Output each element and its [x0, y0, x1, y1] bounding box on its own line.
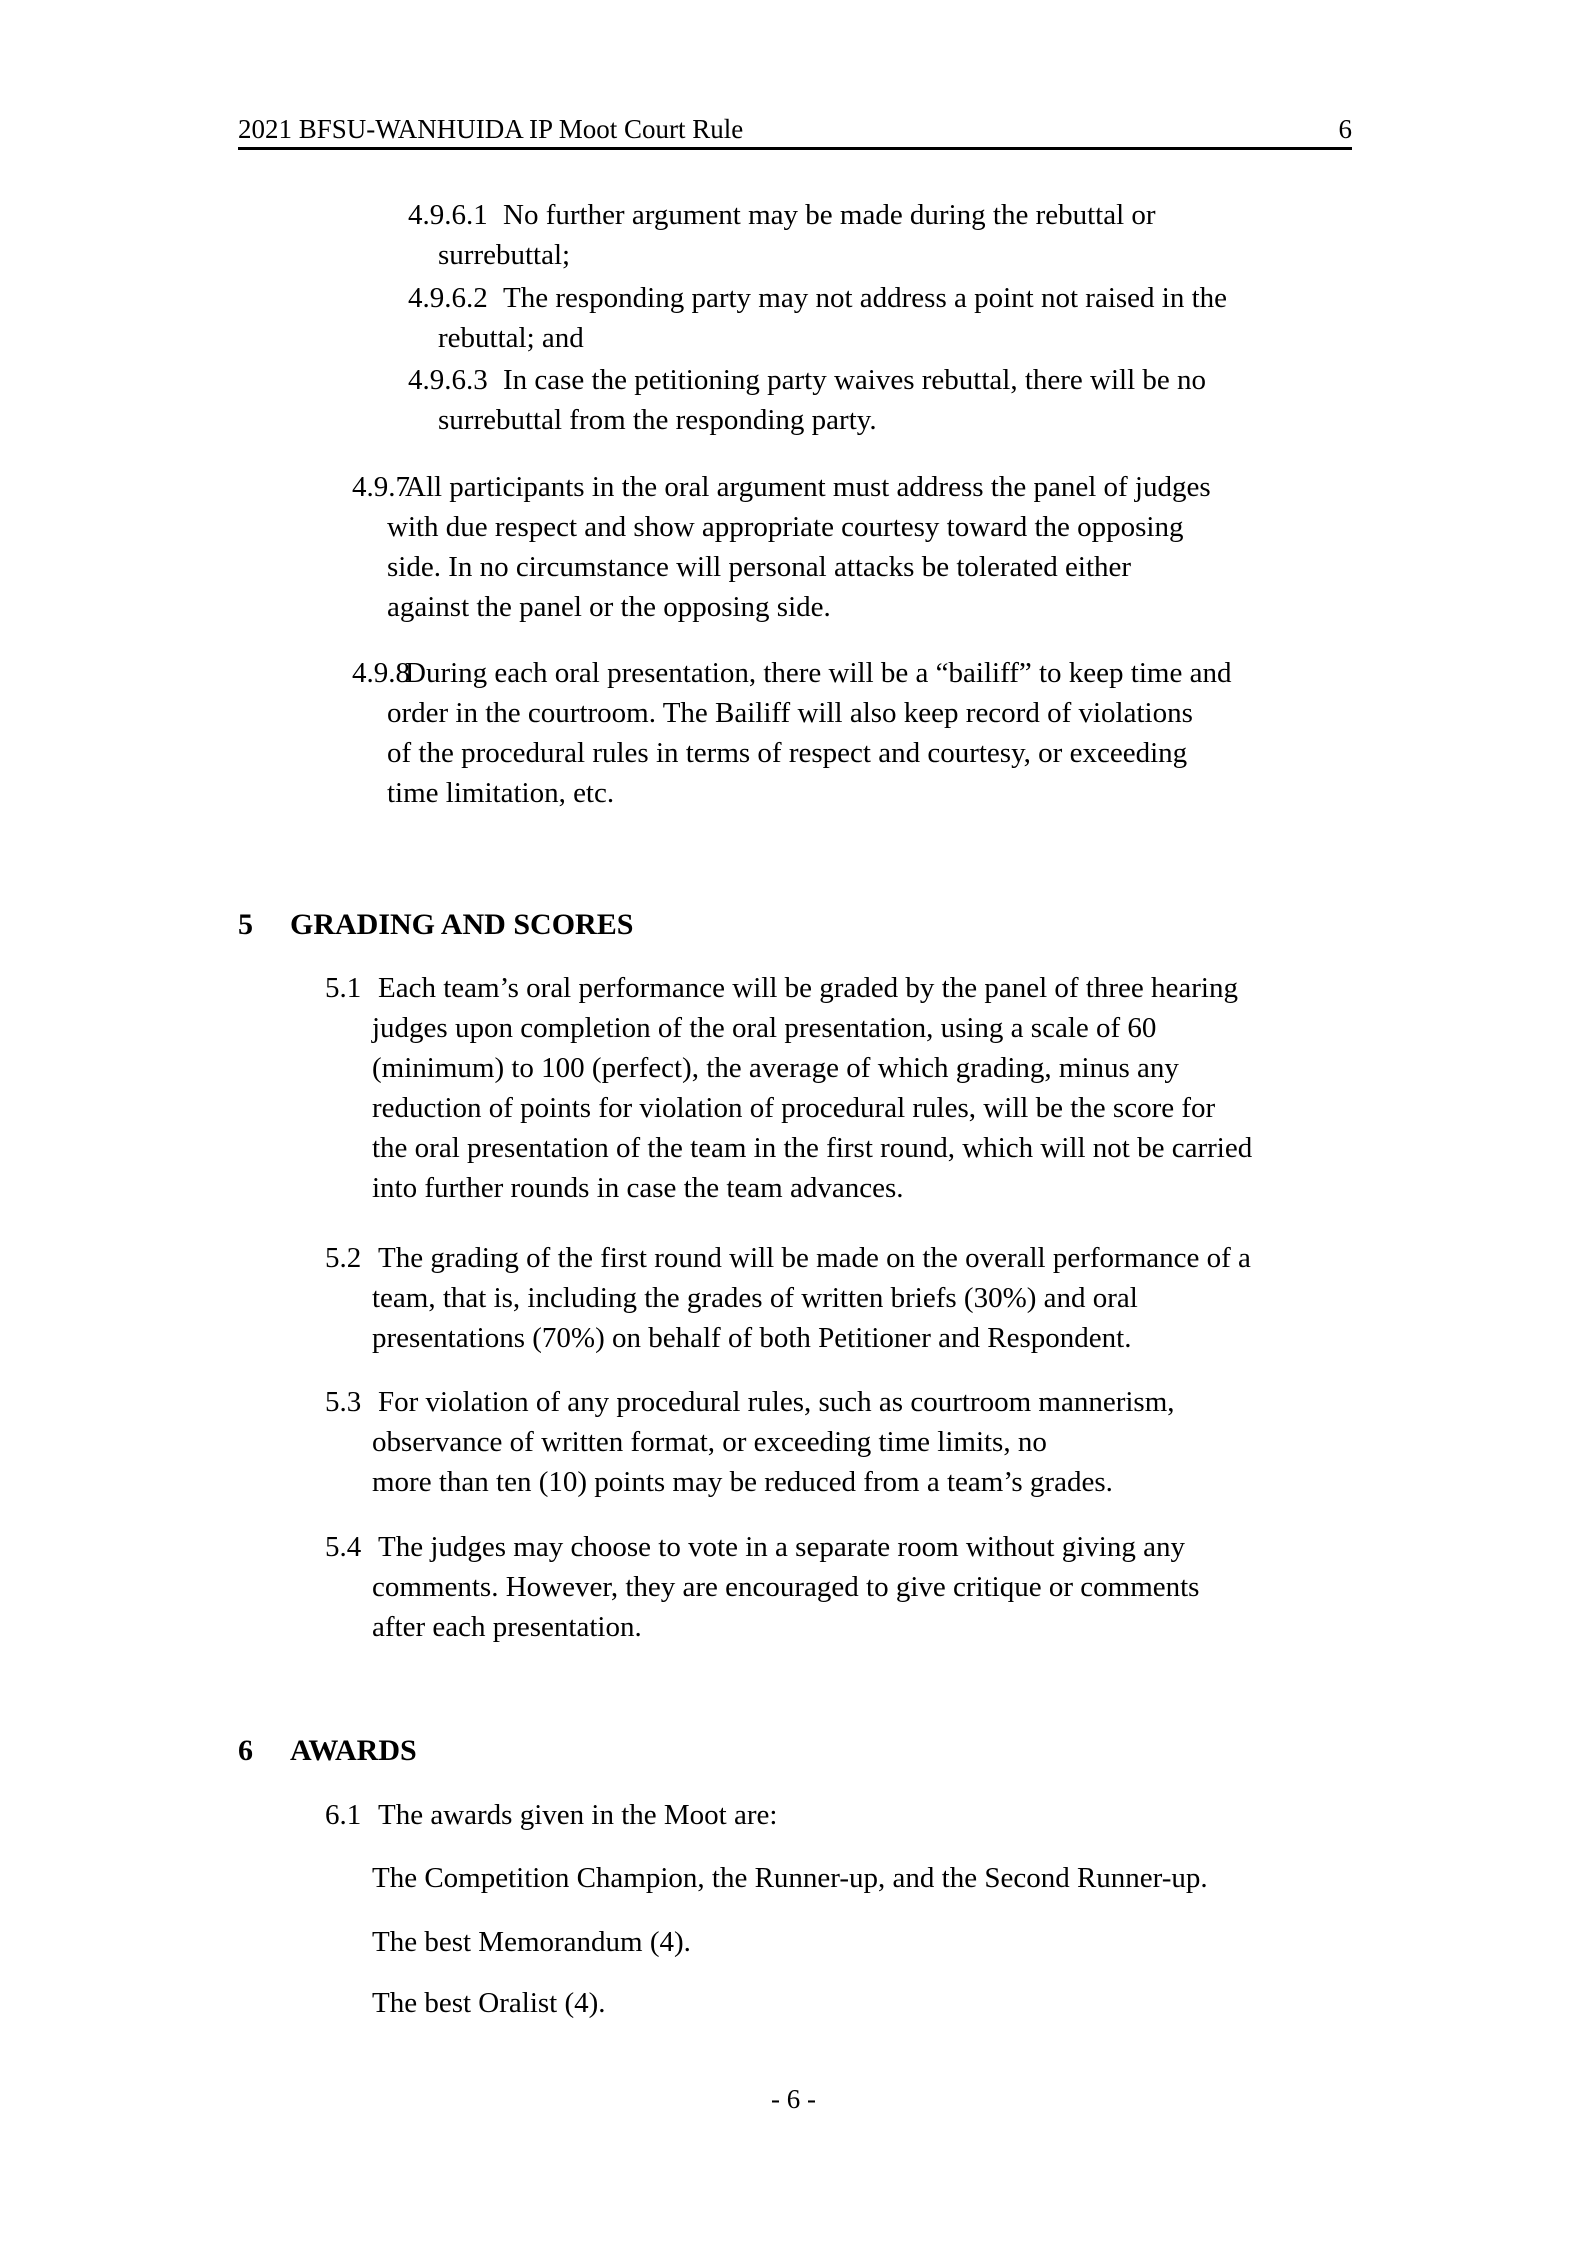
list-item-number: 4.9.8 [352, 657, 410, 689]
text-line: comments. However, they are encouraged to give critique or comments [372, 1571, 1200, 1603]
text-line: All participants in the oral argument must address the panel of judges [405, 471, 1211, 503]
list-item-number: 4.9.6.2 [408, 282, 488, 314]
list-item-number: 4.9.6.3 [408, 364, 488, 396]
header-page-number: 6 [1338, 114, 1352, 144]
awards-paragraph: The Competition Champion, the Runner-up, and the Second Runner-up. [372, 1862, 1208, 1894]
list-item-5-2 [325, 1238, 1251, 1358]
text-line: side. In no circumstance will personal attacks be tolerated either [387, 551, 1132, 583]
text-line: The judges may choose to vote in a separate room without giving any [378, 1531, 1185, 1563]
text-line: surrebuttal from the responding party. [438, 404, 877, 436]
text-line: of the procedural rules in terms of respect and courtesy, or exceeding [387, 737, 1188, 769]
list-item-number: 5.4 [325, 1531, 362, 1563]
list-item-4-9-6-3 [408, 360, 1207, 440]
text-line: presentations (70%) on behalf of both Petitioner and Respondent. [372, 1322, 1132, 1354]
section-heading-grading-and-scores [238, 904, 633, 946]
header-title: 2021 BFSU-WANHUIDA IP Moot Court Rule [238, 114, 744, 144]
text-line: rebuttal; and [438, 322, 584, 354]
list-item-number: 4.9.6.1 [408, 199, 488, 231]
text-line: During each oral presentation, there will be a “bailiff” to keep time and [405, 657, 1232, 689]
text-line: The grading of the first round will be made on the overall performance of a [378, 1242, 1251, 1274]
list-item-6-1 [325, 1795, 778, 1835]
list-item-number: 6.1 [325, 1799, 362, 1831]
section-number: 5 [238, 908, 253, 941]
section-heading-awards [238, 1730, 417, 1772]
list-item-4-9-6-2 [408, 278, 1228, 358]
awards-paragraph: The best Memorandum (4). [372, 1926, 691, 1958]
awards-paragraph: The best Oralist (4). [372, 1987, 606, 2019]
text-line: into further rounds in case the team advances. [372, 1172, 904, 1204]
text-line: The awards given in the Moot are: [378, 1799, 778, 1831]
text-line: the oral presentation of the team in the first round, which will not be carried [372, 1132, 1253, 1164]
text-line: reduction of points for violation of procedural rules, will be the score for [372, 1092, 1216, 1124]
text-line: against the panel or the opposing side. [387, 591, 831, 623]
text-line: order in the courtroom. The Bailiff will also keep record of violations [387, 697, 1193, 729]
text-line: after each presentation. [372, 1611, 642, 1643]
page-footer [0, 2079, 1587, 2119]
list-item-5-1 [325, 968, 1253, 1208]
text-line: For violation of any procedural rules, such as courtroom mannerism, [378, 1386, 1175, 1418]
text-line: judges upon completion of the oral presentation, using a scale of 60 [372, 1012, 1157, 1044]
text-line: Each team’s oral performance will be graded by the panel of three hearing [378, 972, 1238, 1004]
text-line: team, that is, including the grades of written briefs (30%) and oral [372, 1282, 1138, 1314]
section-number: 6 [238, 1734, 253, 1767]
text-line: surrebuttal; [438, 239, 571, 271]
text-line: time limitation, etc. [387, 777, 615, 809]
text-line: In case the petitioning party waives rebuttal, there will be no [503, 364, 1207, 396]
list-item-4-9-7 [352, 467, 1211, 627]
section-title: AWARDS [290, 1734, 417, 1767]
list-item-number: 5.2 [325, 1242, 362, 1274]
text-line: with due respect and show appropriate courtesy toward the opposing [387, 511, 1184, 543]
page-header [238, 104, 1352, 150]
list-item-5-4 [325, 1527, 1200, 1647]
list-item-number: 4.9.7 [352, 471, 410, 503]
list-item-number: 5.3 [325, 1386, 362, 1418]
text-line: No further argument may be made during the rebuttal or [503, 199, 1156, 231]
text-line: The responding party may not address a point not raised in the [503, 282, 1228, 314]
text-line: (minimum) to 100 (perfect), the average of which grading, minus any [372, 1052, 1179, 1084]
list-item-number: 5.1 [325, 972, 362, 1004]
footer-page-label: - 6 - [771, 2084, 816, 2114]
text-line: more than ten (10) points may be reduced from a team’s grades. [372, 1466, 1113, 1498]
list-item-4-9-8 [352, 653, 1232, 813]
text-line: observance of written format, or exceeding time limits, no [372, 1426, 1047, 1458]
list-item-5-3 [325, 1382, 1175, 1502]
list-item-4-9-6-1 [408, 195, 1156, 275]
section-title: GRADING AND SCORES [290, 908, 634, 941]
